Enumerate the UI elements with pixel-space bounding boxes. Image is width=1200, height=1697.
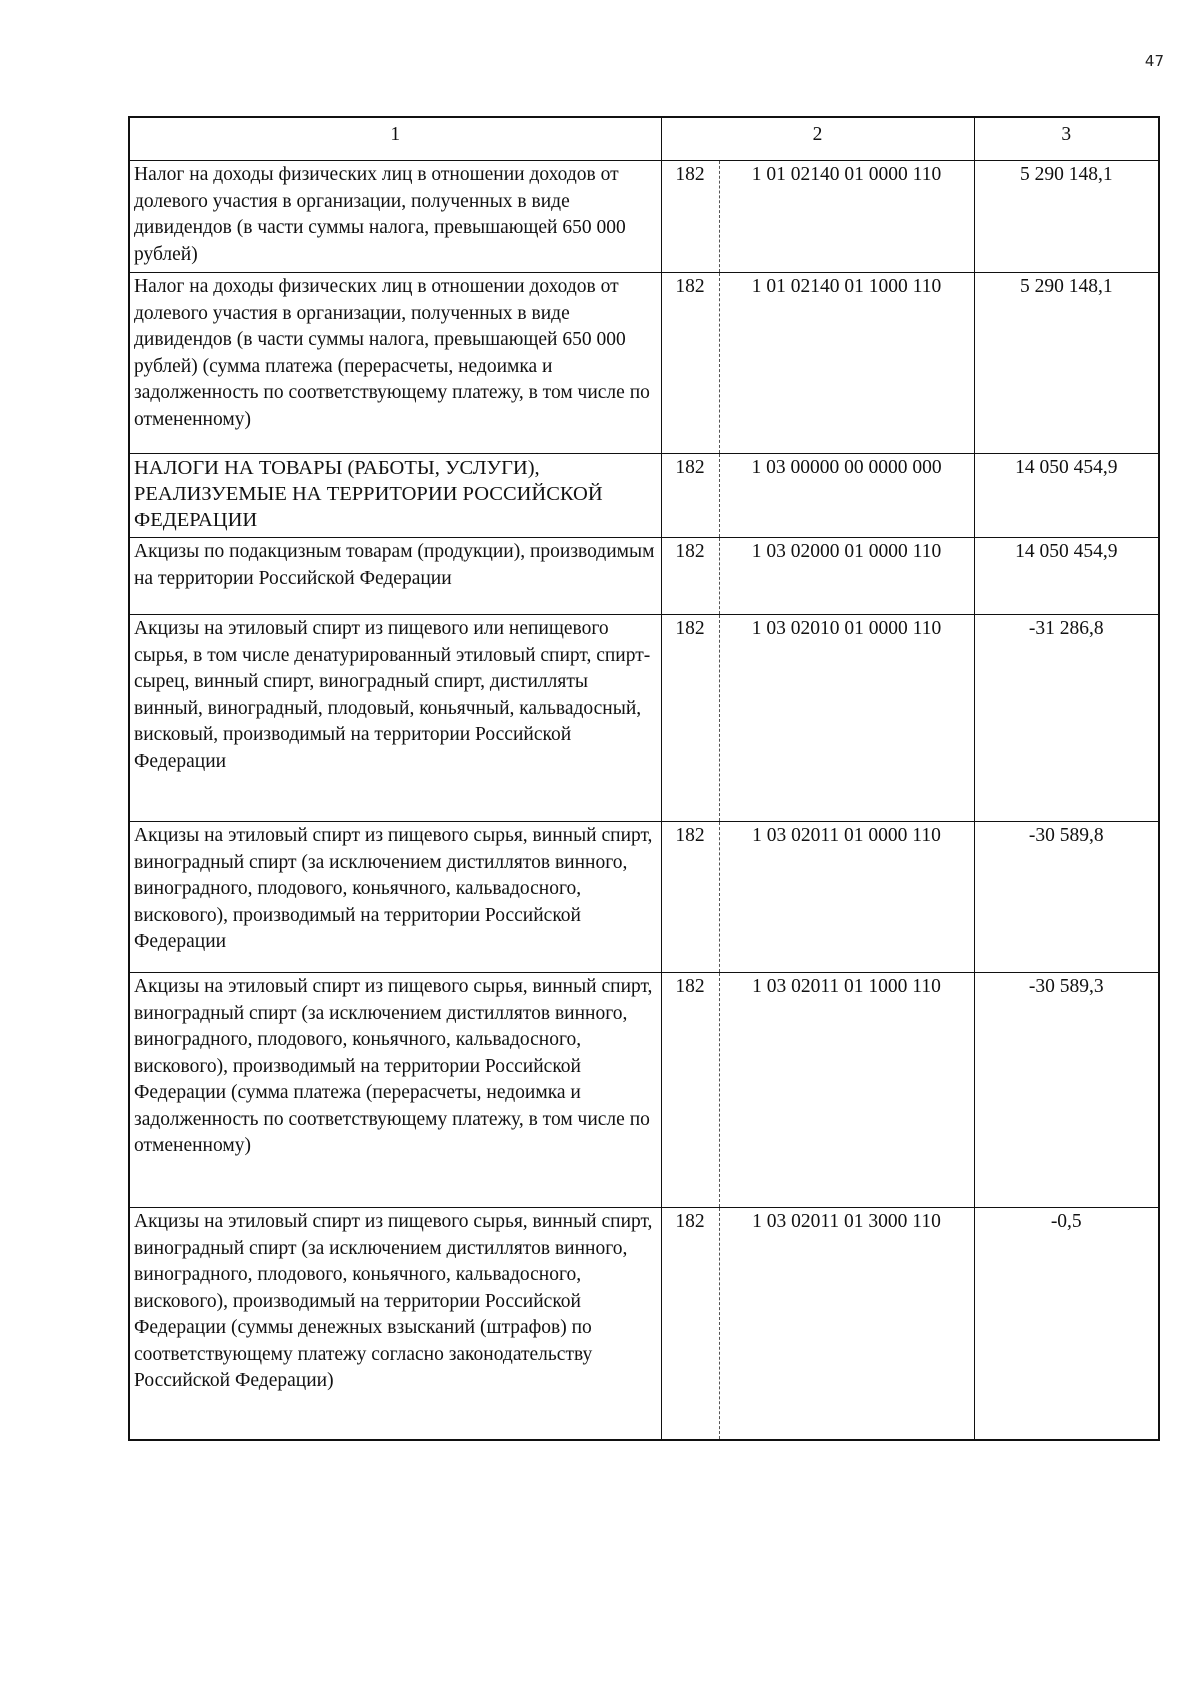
- row-amount-cell: 14 050 454,9: [974, 538, 1159, 615]
- row-budget-code-cell: 1 03 02010 01 0000 110: [719, 615, 974, 822]
- row-admin-code-cell: 182: [661, 1208, 719, 1440]
- row-admin-code-cell: 182: [661, 161, 719, 273]
- row-admin-code-cell: 182: [661, 454, 719, 538]
- table-row: [129, 273, 1159, 454]
- revenue-table: [128, 116, 1160, 1441]
- row-budget-code-cell: 1 01 02140 01 1000 110: [719, 273, 974, 454]
- row-budget-code-cell: 1 03 02011 01 1000 110: [719, 973, 974, 1208]
- row-name-cell: НАЛОГИ НА ТОВАРЫ (РАБОТЫ, УСЛУГИ), РЕАЛИЗУЕМЫЕ НА ТЕРРИТОРИИ РОССИЙСКОЙ ФЕДЕРАЦИИ: [129, 454, 661, 538]
- table-row: [129, 161, 1159, 273]
- row-admin-code-cell: 182: [661, 273, 719, 454]
- table-row: [129, 454, 1159, 538]
- table-body: [129, 161, 1159, 1440]
- header-row: [129, 117, 1159, 161]
- table-row: [129, 973, 1159, 1208]
- row-amount-cell: -0,5: [974, 1208, 1159, 1440]
- row-amount-cell: 5 290 148,1: [974, 273, 1159, 454]
- table-row: [129, 1208, 1159, 1440]
- row-budget-code-cell: 1 01 02140 01 0000 110: [719, 161, 974, 273]
- row-name-cell: Акцизы по подакцизным товарам (продукции), производимым на территории Российской Федерации: [129, 538, 661, 615]
- row-amount-cell: -30 589,8: [974, 822, 1159, 973]
- row-budget-code-cell: 1 03 02011 01 0000 110: [719, 822, 974, 973]
- header-col-3: 3: [974, 117, 1159, 161]
- header-col-1: 1: [129, 117, 661, 161]
- row-name-cell: Налог на доходы физических лиц в отношении доходов от долевого участия в организации, полученных в виде дивидендов (в части суммы налога, превышающей 650 000 рублей): [129, 161, 661, 273]
- table-row: [129, 822, 1159, 973]
- row-name-cell: Акцизы на этиловый спирт из пищевого или непищевого сырья, в том числе денатурированный этиловый спирт, спирт-сырец, винный спирт, виноградный спирт, дистилляты винный, виноградный, плодовый, коньячный, кальвадосный, висковый, производимый на территории Российской Федерации: [129, 615, 661, 822]
- row-name-cell: Акцизы на этиловый спирт из пищевого сырья, винный спирт, виноградный спирт (за исключением дистиллятов винного, виноградного, плодового, коньячного, кальвадосного, вискового), производимый на территории Российской Федерации (суммы денежных взысканий (штрафов) по соответствующему платежу согласно законодательству Российской Федерации): [129, 1208, 661, 1440]
- row-amount-cell: -30 589,3: [974, 973, 1159, 1208]
- row-admin-code-cell: 182: [661, 822, 719, 973]
- row-admin-code-cell: 182: [661, 973, 719, 1208]
- row-name-cell: Налог на доходы физических лиц в отношении доходов от долевого участия в организации, полученных в виде дивидендов (в части суммы налога, превышающей 650 000 рублей) (сумма платежа (перерасчеты, недоимка и задолженность по соответствующему платежу, в том числе по отмененному): [129, 273, 661, 454]
- header-col-2: 2: [661, 117, 974, 161]
- page-number: 47: [1144, 52, 1164, 70]
- table-row: [129, 538, 1159, 615]
- row-amount-cell: 5 290 148,1: [974, 161, 1159, 273]
- row-budget-code-cell: 1 03 02000 01 0000 110: [719, 538, 974, 615]
- row-budget-code-cell: 1 03 02011 01 3000 110: [719, 1208, 974, 1440]
- row-amount-cell: 14 050 454,9: [974, 454, 1159, 538]
- row-budget-code-cell: 1 03 00000 00 0000 000: [719, 454, 974, 538]
- row-amount-cell: -31 286,8: [974, 615, 1159, 822]
- row-name-cell: Акцизы на этиловый спирт из пищевого сырья, винный спирт, виноградный спирт (за исключением дистиллятов винного, виноградного, плодового, коньячного, кальвадосного, вискового), производимый на территории Российской Федерации: [129, 822, 661, 973]
- row-admin-code-cell: 182: [661, 615, 719, 822]
- row-admin-code-cell: 182: [661, 538, 719, 615]
- table-row: [129, 615, 1159, 822]
- row-name-cell: Акцизы на этиловый спирт из пищевого сырья, винный спирт, виноградный спирт (за исключением дистиллятов винного, виноградного, плодового, коньячного, кальвадосного, вискового), производимый на территории Российской Федерации (сумма платежа (перерасчеты, недоимка и задолженность по соответствующему платежу, в том числе по отмененному): [129, 973, 661, 1208]
